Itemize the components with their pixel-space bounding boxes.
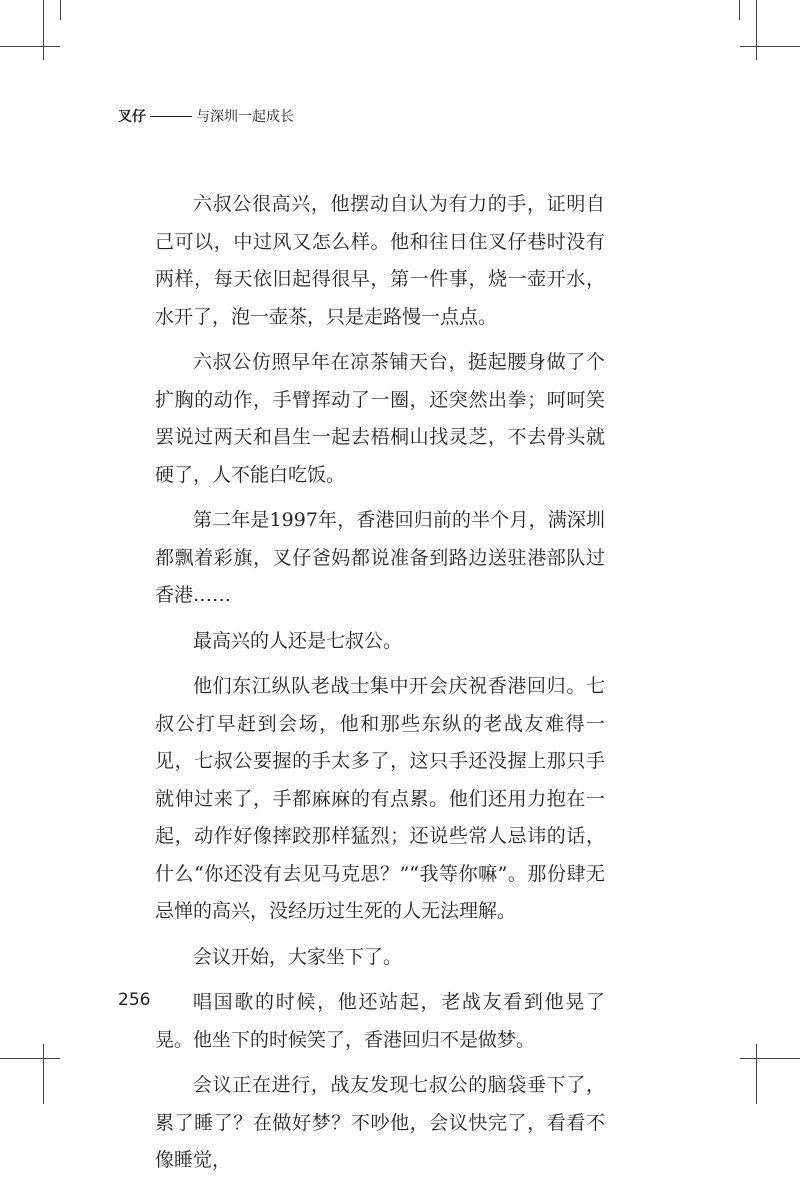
crop-mark-top-right-horizontal: [740, 46, 800, 47]
paragraph: 会议开始，大家坐下了。: [193, 945, 403, 968]
paragraph: 六叔公仿照早年在凉茶铺天台，挺起腰身做了个扩胸的动作，手臂挥动了一圈，还突然出拳；呵呵笑罢说过两天和昌生一起去梧桐山找灵芝，不去骨头就硬了，人不能白吃饭。: [155, 351, 605, 486]
crop-mark-bottom-right-vertical: [756, 1044, 757, 1104]
crop-mark-top-left-vertical-inner: [60, 0, 61, 20]
body-text: [155, 186, 605, 1188]
crop-mark-bottom-left-horizontal: [0, 1058, 60, 1059]
paragraph: 最高兴的人还是七叔公。: [193, 629, 403, 652]
header-dash: [150, 116, 192, 117]
book-subtitle: 与深圳一起成长: [196, 109, 294, 125]
paragraph: 会议正在进行，战友发现七叔公的脑袋垂下了，累了睡了？在做好梦？不吵他，会议快完了，看看不像睡觉，: [155, 1074, 605, 1171]
crop-mark-top-left-vertical: [43, 0, 44, 60]
paragraph: 六叔公很高兴，他摆动自认为有力的手，证明自己可以，中过风又怎么样。他和往日住叉仔巷时没有两样，每天依旧起得很早，第一件事，烧一壶开水，水开了，泡一壶茶，只是走路慢一点点。: [155, 193, 605, 328]
crop-mark-top-left-horizontal: [0, 46, 60, 47]
crop-mark-top-right-vertical-inner: [739, 0, 740, 20]
paragraph: 唱国歌的时候，他还站起，老战友看到他晃了晃。他坐下的时候笑了，香港回归不是做梦。: [155, 991, 605, 1051]
book-title: 叉仔: [118, 109, 146, 125]
paragraph: 第二年是1997年，香港回归前的半个月，满深圳都飘着彩旗，叉仔爸妈都说准备到路边送驻港部队过香港……: [155, 509, 605, 606]
page-number: 256: [118, 990, 151, 1010]
crop-mark-bottom-right-horizontal: [740, 1058, 800, 1059]
paragraph: 他们东江纵队老战士集中开会庆祝香港回归。七叔公打早赶到会场，他和那些东纵的老战友难得一见，七叔公要握的手太多了，这只手还没握上那只手就伸过来了，手都麻麻的有点累。他们还用力抱在一起，动作好像摔跤那样猛烈；还说些常人忌讳的话，什么“你还没有去见马克思？”“我等你嘛”。那份肆无忌惮的高兴，没经历过生死的人无法理解。: [155, 675, 605, 922]
crop-mark-top-right-vertical: [756, 0, 757, 60]
running-header: [118, 106, 294, 126]
crop-mark-bottom-left-vertical: [43, 1044, 44, 1104]
